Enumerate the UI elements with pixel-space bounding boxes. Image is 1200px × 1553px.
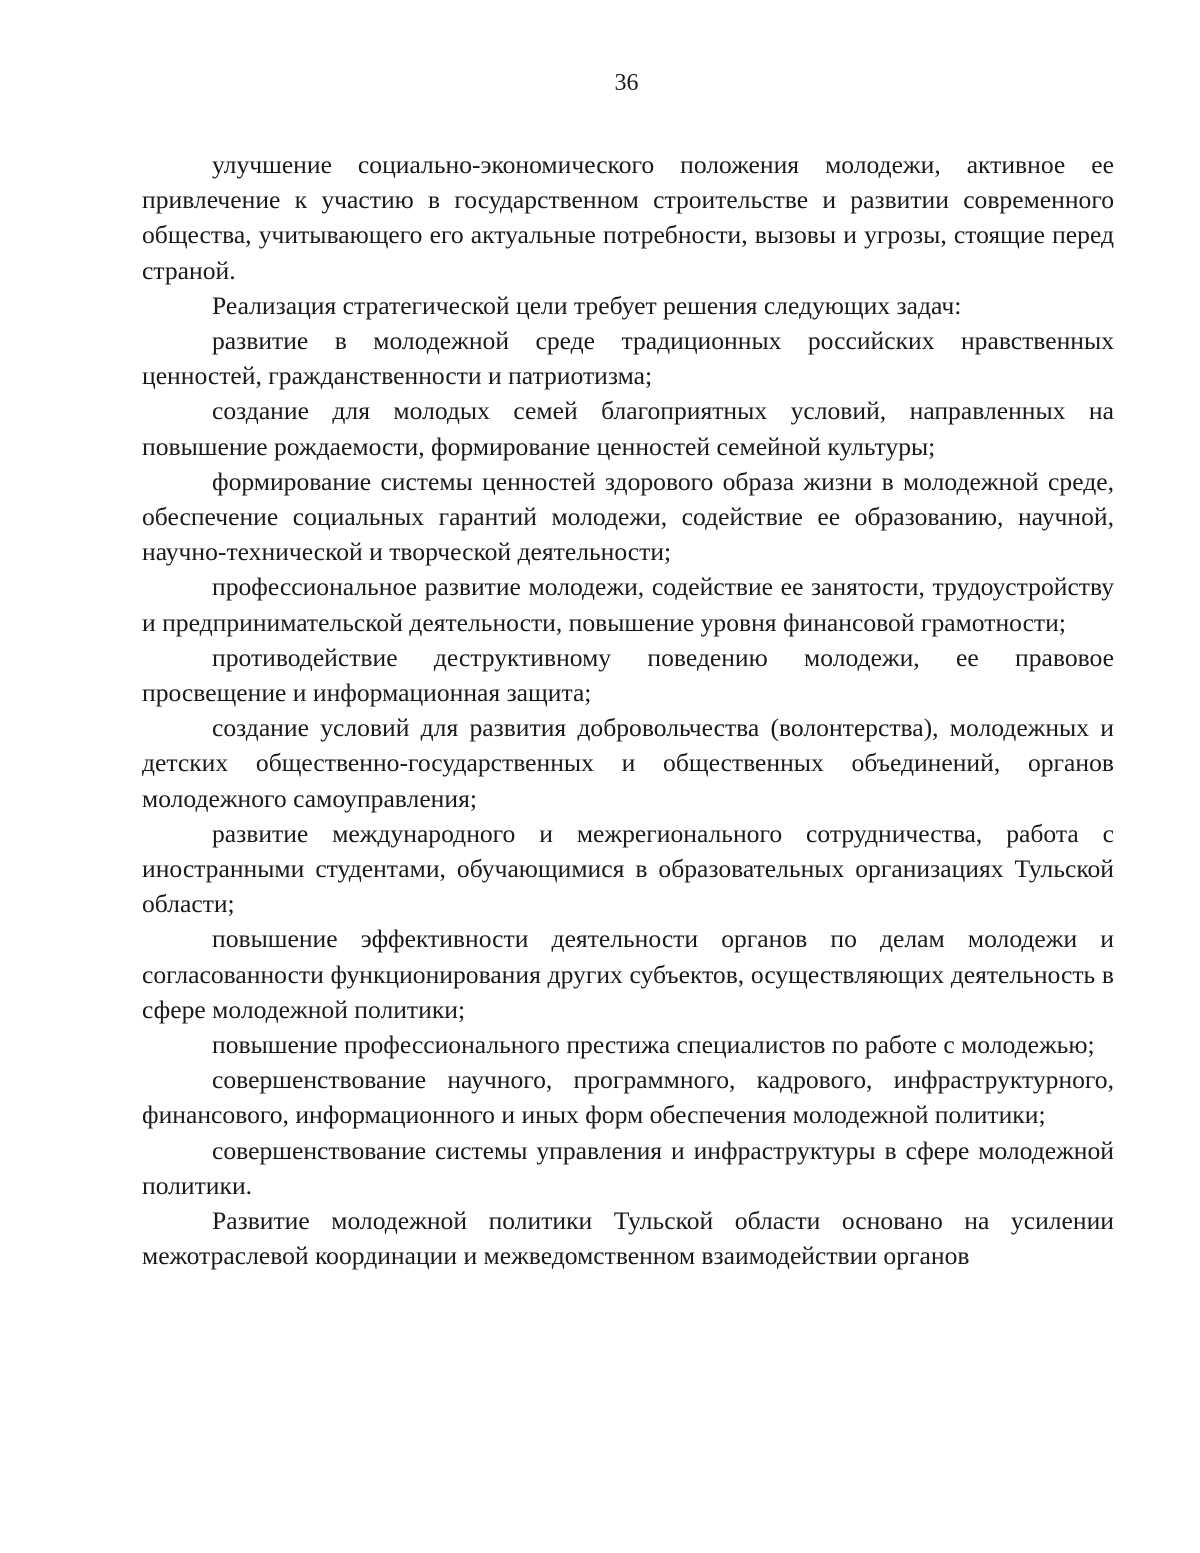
paragraph: совершенствование системы управления и инфраструктуры в сфере молодежной политики. xyxy=(142,1135,1114,1200)
paragraph: формирование системы ценностей здорового образа жизни в молодежной среде, обеспечение социальных гарантий молодежи, содействие ее образованию, научной, научно-технической и творческой деятельности; xyxy=(142,466,1114,567)
paragraph: создание для молодых семей благоприятных условий, направленных на повышение рождаемости, формирование ценностей семейной культуры; xyxy=(142,396,1114,461)
paragraph: повышение профессионального престижа специалистов по работе с молодежью; xyxy=(212,1030,1095,1060)
paragraph: повышение эффективности деятельности органов по делам молодежи и согласованности функционирования других субъектов, осуществляющих деятельность в сфере молодежной политики; xyxy=(142,924,1114,1024)
paragraph: Развитие молодежной политики Тульской области основано на усилении межотраслевой координации и межведомственном взаимодействии органов xyxy=(142,1206,1114,1271)
document-body xyxy=(142,147,1114,1274)
paragraph: Реализация стратегической цели требует решения следующих задач: xyxy=(212,290,962,320)
paragraph: развитие в молодежной среде традиционных российских нравственных ценностей, гражданственности и патриотизма; xyxy=(142,326,1114,391)
paragraph: улучшение социально-экономического положения молодежи, активное ее привлечение к участию в государственном строительстве и развитии современного общества, учитывающего его актуальные потребности, вызовы и угрозы, стоящие перед страной. xyxy=(142,150,1114,285)
paragraph: совершенствование научного, программного, кадрового, инфраструктурного, финансового, информационного и иных форм обеспечения молодежной политики; xyxy=(142,1065,1114,1130)
paragraph: противодействие деструктивному поведению молодежи, ее правовое просвещение и информационная защита; xyxy=(142,642,1114,708)
page-number: 36 xyxy=(614,70,639,96)
paragraph: профессиональное развитие молодежи, содействие ее занятости, трудоустройству и предпринимательской деятельности, повышение уровня финансовой грамотности; xyxy=(142,572,1114,637)
paragraph: создание условий для развития добровольчества (волонтерства), молодежных и детских общественно-государственных и общественных объединений, органов молодежного самоуправления; xyxy=(142,713,1114,813)
paragraph: развитие международного и межрегионального сотрудничества, работа с иностранными студентами, обучающимися в образовательных организациях Тульской области; xyxy=(142,818,1114,919)
